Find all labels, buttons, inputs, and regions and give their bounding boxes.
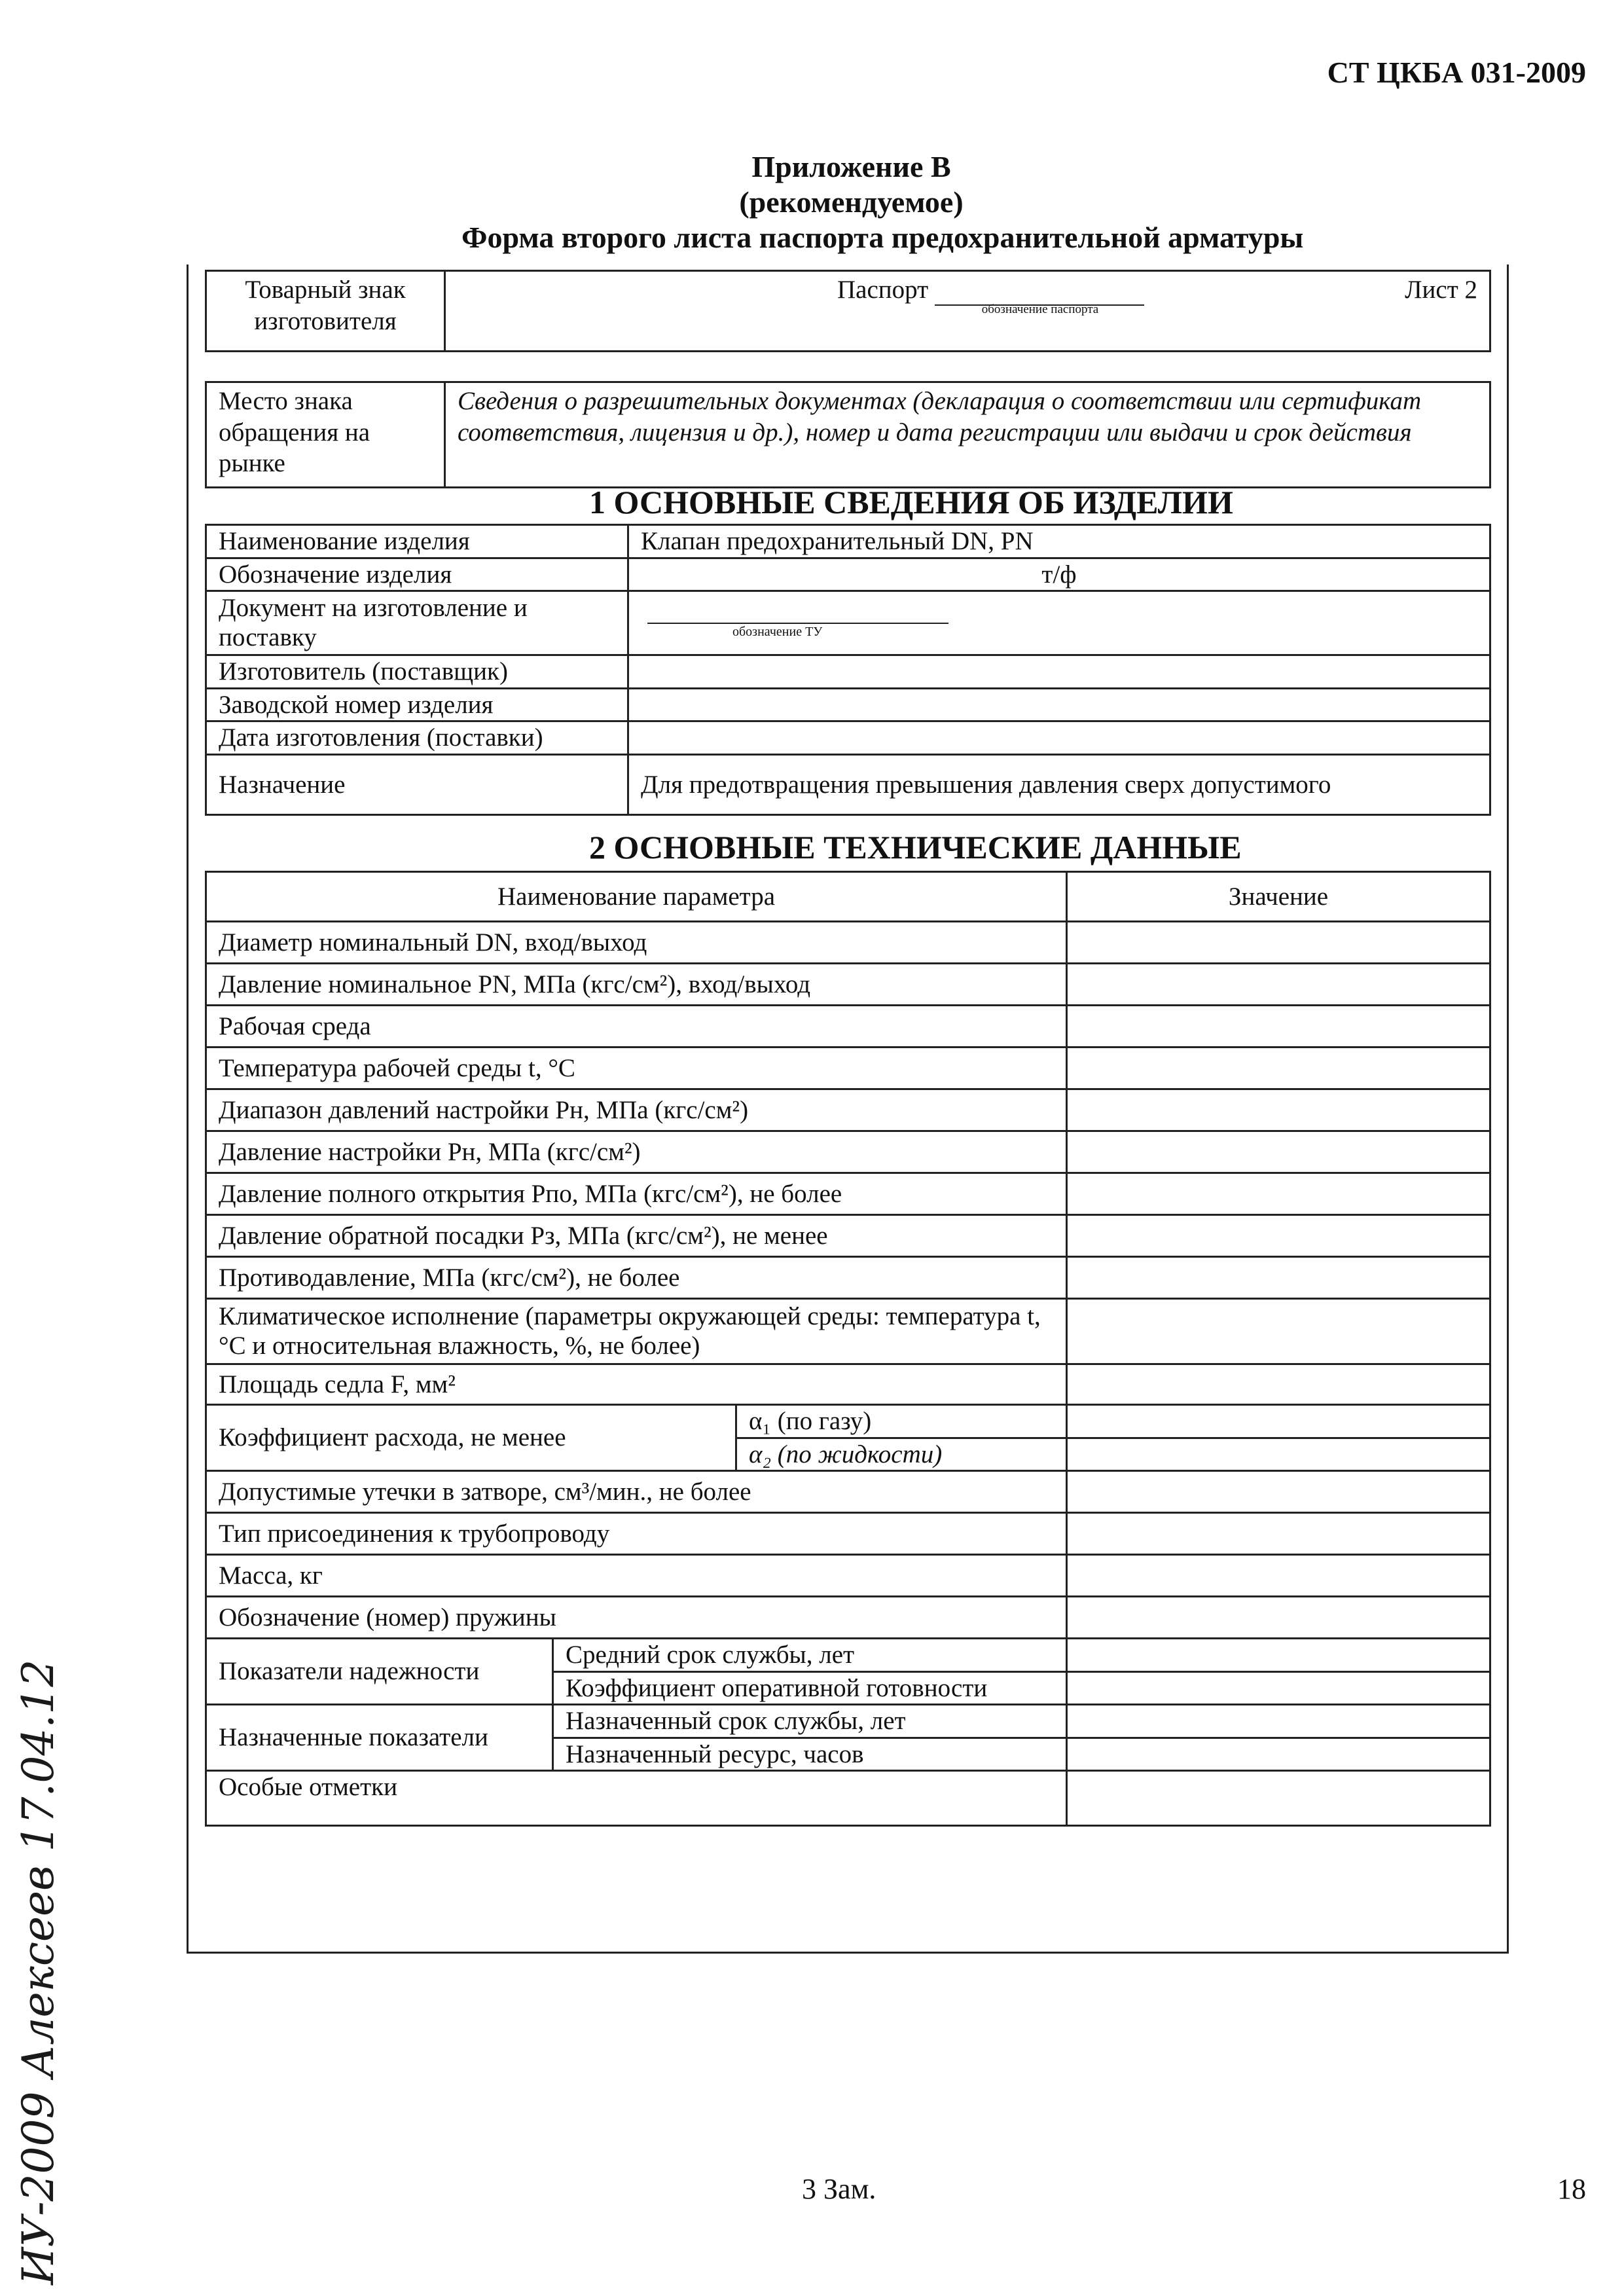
param-value <box>1067 1438 1490 1471</box>
flow-coefficient-label: Коэффициент расхода, не менее <box>206 1405 736 1471</box>
value-column-header: Значение <box>1067 872 1490 922</box>
permit-table <box>205 381 1491 488</box>
info-value <box>628 721 1490 755</box>
flow-liquid: α₂ (по жидкости) <box>736 1438 1067 1471</box>
recommended-label: (рекомендуемое) <box>739 185 964 219</box>
page-number: 18 <box>1557 2173 1586 2205</box>
info-label: Обозначение изделия <box>206 558 628 591</box>
param-row: Диапазон давлений настройки Рн, МПа (кгс/см²) <box>206 1089 1067 1131</box>
info-label: Документ на изготовление и поставку <box>206 591 628 655</box>
info-value: Клапан предохранительный DN, PN <box>628 525 1490 558</box>
param-row: Обозначение (номер) пружины <box>206 1597 1067 1639</box>
document-code: СТ ЦКБА 031-2009 <box>1327 56 1586 89</box>
param-value <box>1067 1089 1490 1131</box>
param-column-header: Наименование параметра <box>206 872 1067 922</box>
info-value-tu <box>628 591 1490 655</box>
appendix-title: Приложение В <box>751 150 951 183</box>
param-value <box>1067 1257 1490 1299</box>
flow-gas: α₁ (по газу) <box>736 1405 1067 1438</box>
info-value: Для предотвращения превышения давления сверх допустимого <box>628 754 1490 814</box>
section1-title: 1 ОСНОВНЫЕ СВЕДЕНИЯ ОБ ИЗДЕЛИИ <box>589 484 1233 520</box>
info-label: Наименование изделия <box>206 525 628 558</box>
reliability-item: Средний срок службы, лет <box>553 1639 1067 1672</box>
info-label: Дата изготовления (поставки) <box>206 721 628 755</box>
product-info-table <box>205 524 1491 816</box>
param-value <box>1067 1299 1490 1364</box>
param-value <box>1067 1705 1490 1738</box>
param-row: Давление настройки Рн, МПа (кгс/см²) <box>206 1131 1067 1173</box>
permit-documents-text: Сведения о разрешительных документах (декларация о соответствии или сертификат соответствия, лицензия и др.), номер и дата регистрации или выдачи и срок действия <box>445 382 1490 488</box>
tu-caption: обозначение ТУ <box>732 625 823 640</box>
special-notes-label: Особые отметки <box>206 1771 1067 1826</box>
param-value <box>1067 1215 1490 1257</box>
param-value <box>1067 1364 1490 1405</box>
passport-header-table <box>205 270 1491 352</box>
param-value <box>1067 1131 1490 1173</box>
param-value <box>1067 1738 1490 1771</box>
special-notes-value <box>1067 1771 1490 1826</box>
param-value <box>1067 1471 1490 1513</box>
info-label: Изготовитель (поставщик) <box>206 655 628 689</box>
sheet-number: Лист 2 <box>1405 276 1477 304</box>
param-value <box>1067 1173 1490 1215</box>
info-value: т/ф <box>628 558 1490 591</box>
param-value <box>1067 964 1490 1006</box>
param-value <box>1067 922 1490 964</box>
param-row: Диаметр номинальный DN, вход/выход <box>206 922 1067 964</box>
param-row: Давление обратной посадки Рз, МПа (кгс/см²), не менее <box>206 1215 1067 1257</box>
param-value <box>1067 1513 1490 1555</box>
trademark-cell: Товарный знак изготовителя <box>206 271 445 352</box>
info-value <box>628 655 1490 689</box>
info-label: Заводской номер изделия <box>206 688 628 721</box>
param-value <box>1067 1405 1490 1438</box>
param-value <box>1067 1555 1490 1597</box>
param-row: Температура рабочей среды t, °С <box>206 1048 1067 1089</box>
param-row: Давление номинальное PN, МПа (кгс/см²), вход/выход <box>206 964 1067 1006</box>
info-label: Назначение <box>206 754 628 814</box>
reliability-label: Показатели надежности <box>206 1639 553 1705</box>
reliability-item: Коэффициент оперативной готовности <box>553 1671 1067 1705</box>
passport-caption: обозначение паспорта <box>981 302 1099 316</box>
param-value <box>1067 1006 1490 1048</box>
param-value <box>1067 1597 1490 1639</box>
param-value <box>1067 1048 1490 1089</box>
param-row: Давление полного открытия Рпо, МПа (кгс/см²), не более <box>206 1173 1067 1215</box>
handwritten-note: ИУ-2009 Алексеев 17.04.12 <box>13 1659 63 2285</box>
change-note: 3 Зам. <box>802 2173 876 2205</box>
param-row: Тип присоединения к трубопроводу <box>206 1513 1067 1555</box>
assigned-item: Назначенный срок службы, лет <box>553 1705 1067 1738</box>
param-value <box>1067 1639 1490 1672</box>
info-value <box>628 688 1490 721</box>
market-mark-place: Место знака обращения на рынке <box>206 382 445 488</box>
section2-title: 2 ОСНОВНЫЕ ТЕХНИЧЕСКИЕ ДАННЫЕ <box>589 829 1242 866</box>
technical-data-table <box>205 871 1491 1827</box>
param-row: Климатическое исполнение (параметры окружающей среды: температура t, °С и относительная влажность, %, не более) <box>206 1299 1067 1364</box>
assigned-label: Назначенные показатели <box>206 1705 553 1771</box>
param-row: Площадь седла F, мм² <box>206 1364 1067 1405</box>
param-row: Рабочая среда <box>206 1006 1067 1048</box>
param-row: Масса, кг <box>206 1555 1067 1597</box>
param-row: Допустимые утечки в затворе, см³/мин., не более <box>206 1471 1067 1513</box>
param-value <box>1067 1671 1490 1705</box>
form-title: Форма второго листа паспорта предохранительной арматуры <box>461 221 1304 254</box>
assigned-item: Назначенный ресурс, часов <box>553 1738 1067 1771</box>
passport-label: Паспорт <box>837 276 929 304</box>
passport-cell <box>445 271 1490 352</box>
param-row: Противодавление, МПа (кгс/см²), не более <box>206 1257 1067 1299</box>
